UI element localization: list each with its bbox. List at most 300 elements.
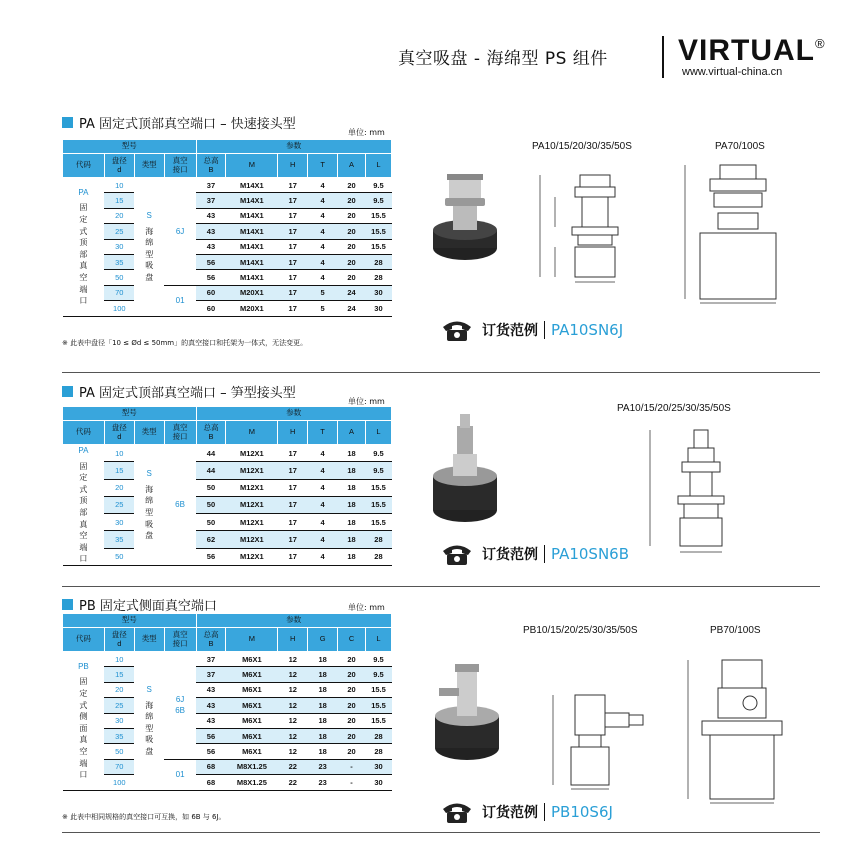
value-cell: 18 <box>338 479 366 496</box>
value-cell: 15.5 <box>366 698 392 713</box>
column-header: H <box>278 421 308 445</box>
section-title-2: PA 固定式顶部真空端口 – 笋型接头型 <box>62 382 296 401</box>
value-cell: 18 <box>308 682 338 697</box>
value-cell: 43 <box>196 682 226 697</box>
order-value: PB10S6J <box>551 803 613 821</box>
value-cell: M6X1 <box>226 744 278 759</box>
order-label: 订货范例 <box>482 805 538 821</box>
column-header: 总高 B <box>196 628 226 652</box>
value-cell: 4 <box>308 193 338 208</box>
value-cell: 43 <box>196 698 226 713</box>
value-cell: 20 <box>338 728 366 743</box>
column-header: G <box>308 628 338 652</box>
value-cell: 17 <box>278 445 308 462</box>
value-cell: 20 <box>338 682 366 697</box>
value-cell: 37 <box>196 667 226 682</box>
column-header: 盘径 d <box>104 628 134 652</box>
drawing-pa-quick-large <box>680 155 800 305</box>
table-row <box>63 759 392 774</box>
table-row <box>63 728 392 743</box>
column-header: T <box>308 421 338 445</box>
port-cell: 6J 6B <box>164 652 196 760</box>
drawing-title: PA10/15/20/30/35/50S <box>532 141 632 152</box>
section-marker <box>62 599 73 610</box>
value-cell: 44 <box>196 462 226 479</box>
table-note-3: ※ 此表中相同规格的真空接口可互换，如 6B 与 6J。 <box>62 813 226 821</box>
value-cell: 18 <box>338 531 366 548</box>
value-cell: 18 <box>308 728 338 743</box>
value-cell: 30 <box>365 285 391 300</box>
value-cell: 56 <box>196 254 226 269</box>
section-title-3: PB 固定式侧面真空端口 <box>62 595 217 614</box>
table-column-header <box>63 154 392 178</box>
drawing-pb-small <box>545 685 675 795</box>
port-cell: 01 <box>164 759 196 790</box>
value-cell: M14X1 <box>226 178 278 193</box>
diameter-cell: 10 <box>104 445 134 462</box>
value-cell: 37 <box>196 178 226 193</box>
value-cell: 12 <box>278 682 308 697</box>
drawing-pa-barb <box>640 420 760 560</box>
table-row <box>63 744 392 759</box>
column-header: 代码 <box>63 154 105 178</box>
column-header: M <box>226 421 278 445</box>
code-cell: PA 固 定 式 顶 部 真 空 端 口 <box>63 445 105 566</box>
table-row <box>63 301 392 316</box>
value-cell: 43 <box>196 208 226 223</box>
diameter-cell: 50 <box>104 744 134 759</box>
value-cell: 4 <box>308 270 338 285</box>
drawing-title: PA10/15/20/25/30/35/50S <box>617 403 731 414</box>
column-header: 总高 B <box>196 421 226 445</box>
value-cell: M6X1 <box>226 713 278 728</box>
value-cell: 43 <box>196 713 226 728</box>
table-row <box>63 652 392 667</box>
value-cell: M6X1 <box>226 698 278 713</box>
value-cell: 24 <box>338 301 366 316</box>
diameter-cell: 10 <box>104 652 134 667</box>
table-column-header <box>63 628 392 652</box>
value-cell: 18 <box>308 744 338 759</box>
diameter-cell: 20 <box>104 682 134 697</box>
value-cell: 17 <box>278 496 308 513</box>
value-cell: M14X1 <box>226 208 278 223</box>
value-cell: 17 <box>278 462 308 479</box>
page-title: 真空吸盘 - 海绵型 PS 组件 <box>398 49 608 69</box>
value-cell: 20 <box>338 178 366 193</box>
order-example-1 <box>440 318 623 342</box>
value-cell: 50 <box>196 496 226 513</box>
value-cell: 28 <box>365 270 391 285</box>
drawing-pa-quick-small <box>520 155 650 290</box>
value-cell: 28 <box>365 254 391 269</box>
value-cell: 17 <box>278 531 308 548</box>
drawing-title: PB70/100S <box>710 625 761 636</box>
value-cell: 9.5 <box>365 178 391 193</box>
group-header-params: 参数 <box>196 614 391 628</box>
divider-3 <box>62 832 820 833</box>
column-header: L <box>365 154 391 178</box>
diameter-cell: 10 <box>104 178 134 193</box>
table-row <box>63 531 392 548</box>
value-cell: 56 <box>196 270 226 285</box>
value-cell: 15.5 <box>366 713 392 728</box>
value-cell: 15.5 <box>365 224 391 239</box>
value-cell: 4 <box>308 208 338 223</box>
value-cell: 20 <box>338 224 366 239</box>
value-cell: 17 <box>278 514 308 531</box>
value-cell: M12X1 <box>226 445 278 462</box>
diameter-cell: 15 <box>104 462 134 479</box>
table-group-header <box>63 407 392 421</box>
drawing-title: PB10/15/20/25/30/35/50S <box>523 625 638 636</box>
diameter-cell: 30 <box>104 514 134 531</box>
phone-icon <box>440 800 474 824</box>
value-cell: M14X1 <box>226 224 278 239</box>
value-cell: 4 <box>308 178 338 193</box>
diameter-cell: 100 <box>104 301 134 316</box>
table-row <box>63 239 392 254</box>
value-cell: 9.5 <box>366 652 392 667</box>
drawing-pb-large <box>680 645 810 810</box>
table-row <box>63 193 392 208</box>
port-cell: 01 <box>164 285 196 316</box>
value-cell: M6X1 <box>226 652 278 667</box>
value-cell: 20 <box>338 652 366 667</box>
value-cell: 30 <box>366 759 392 774</box>
value-cell: 15.5 <box>365 208 391 223</box>
phone-icon <box>440 318 474 342</box>
value-cell: M14X1 <box>226 254 278 269</box>
value-cell: M12X1 <box>226 548 278 565</box>
order-label: 订货范例 <box>482 547 538 563</box>
column-header: 代码 <box>63 421 105 445</box>
value-cell: 37 <box>196 652 226 667</box>
value-cell: 4 <box>308 445 338 462</box>
value-cell: 24 <box>338 285 366 300</box>
value-cell: M14X1 <box>226 193 278 208</box>
column-header: 盘径 d <box>104 421 134 445</box>
column-header: C <box>338 628 366 652</box>
column-header: L <box>366 628 392 652</box>
table-row <box>63 462 392 479</box>
table-row <box>63 713 392 728</box>
product-photo-pa-barb <box>425 412 505 527</box>
value-cell: 50 <box>196 479 226 496</box>
column-header: 类型 <box>134 421 164 445</box>
value-cell: 17 <box>278 270 308 285</box>
code-cell: PA 固 定 式 顶 部 真 空 端 口 <box>63 178 105 317</box>
table-row <box>63 479 392 496</box>
product-photo-pa-quick <box>425 170 505 265</box>
value-cell: 20 <box>338 193 366 208</box>
value-cell: 56 <box>196 744 226 759</box>
table-group-header <box>63 614 392 628</box>
value-cell: 68 <box>196 759 226 774</box>
table-group-header <box>63 140 392 154</box>
value-cell: 20 <box>338 239 366 254</box>
table-row <box>63 667 392 682</box>
value-cell: 15.5 <box>365 239 391 254</box>
column-header: 总高 B <box>196 154 226 178</box>
value-cell: 43 <box>196 224 226 239</box>
value-cell: M6X1 <box>226 682 278 697</box>
column-header: 真空 接口 <box>164 421 196 445</box>
order-value: PA10SN6J <box>551 321 624 339</box>
type-cell: S 海 绵 型 吸 盘 <box>134 652 164 791</box>
value-cell: 15.5 <box>365 514 391 531</box>
value-cell: 17 <box>278 285 308 300</box>
value-cell: M8X1.25 <box>226 759 278 774</box>
value-cell: 17 <box>278 479 308 496</box>
value-cell: 9.5 <box>365 193 391 208</box>
value-cell: 18 <box>338 496 366 513</box>
value-cell: 4 <box>308 548 338 565</box>
value-cell: 62 <box>196 531 226 548</box>
table-row <box>63 270 392 285</box>
value-cell: 4 <box>308 224 338 239</box>
value-cell: 4 <box>308 462 338 479</box>
unit-label-2: 单位: mm <box>348 397 385 406</box>
value-cell: 23 <box>308 775 338 790</box>
value-cell: 9.5 <box>366 667 392 682</box>
value-cell: 4 <box>308 479 338 496</box>
section-marker <box>62 386 73 397</box>
value-cell: M20X1 <box>226 301 278 316</box>
value-cell: 68 <box>196 775 226 790</box>
diameter-cell: 30 <box>104 239 134 254</box>
order-divider <box>544 545 545 563</box>
order-example-2 <box>440 542 629 566</box>
value-cell: 18 <box>338 445 366 462</box>
value-cell: 56 <box>196 728 226 743</box>
product-photo-pb <box>425 640 505 765</box>
port-cell: 6B <box>164 445 196 566</box>
table-note-1: ※ 此表中盘径「10 ≤ Ød ≤ 50mm」的真空接口和托架为一体式，无法变更。 <box>62 339 308 347</box>
column-header: 代码 <box>63 628 105 652</box>
value-cell: 28 <box>365 548 391 565</box>
diameter-cell: 100 <box>104 775 134 790</box>
value-cell: 17 <box>278 301 308 316</box>
table-row <box>63 445 392 462</box>
diameter-cell: 25 <box>104 698 134 713</box>
value-cell: 44 <box>196 445 226 462</box>
value-cell: 30 <box>365 301 391 316</box>
value-cell: 23 <box>308 759 338 774</box>
value-cell: 12 <box>278 667 308 682</box>
spec-table-3 <box>62 613 392 791</box>
value-cell: 20 <box>338 667 366 682</box>
order-divider <box>544 321 545 339</box>
table-row <box>63 514 392 531</box>
value-cell: 50 <box>196 514 226 531</box>
value-cell: - <box>338 759 366 774</box>
column-header: 盘径 d <box>104 154 134 178</box>
column-header: M <box>226 628 278 652</box>
spec-table-1 <box>62 139 392 317</box>
diameter-cell: 70 <box>104 285 134 300</box>
value-cell: 17 <box>278 193 308 208</box>
value-cell: 17 <box>278 239 308 254</box>
group-header-model: 型号 <box>63 140 197 154</box>
value-cell: 5 <box>308 285 338 300</box>
table-row <box>63 224 392 239</box>
order-divider <box>544 803 545 821</box>
unit-label-3: 单位: mm <box>348 603 385 612</box>
divider-1 <box>62 372 820 373</box>
column-header: A <box>338 421 366 445</box>
column-header: 真空 接口 <box>164 154 196 178</box>
group-header-params: 参数 <box>196 140 391 154</box>
phone-icon <box>440 542 474 566</box>
column-header: M <box>226 154 278 178</box>
diameter-cell: 15 <box>104 193 134 208</box>
table-row <box>63 285 392 300</box>
value-cell: M20X1 <box>226 285 278 300</box>
brand-logo: VIRTUAL® <box>678 34 826 67</box>
order-example-3 <box>440 800 613 824</box>
diameter-cell: 15 <box>104 667 134 682</box>
value-cell: 18 <box>338 462 366 479</box>
diameter-cell: 50 <box>104 548 134 565</box>
value-cell: 28 <box>366 728 392 743</box>
value-cell: 4 <box>308 514 338 531</box>
value-cell: 20 <box>338 698 366 713</box>
group-header-params: 参数 <box>196 407 391 421</box>
value-cell: 20 <box>338 254 366 269</box>
value-cell: M6X1 <box>226 728 278 743</box>
value-cell: 20 <box>338 208 366 223</box>
diameter-cell: 50 <box>104 270 134 285</box>
value-cell: 22 <box>278 775 308 790</box>
value-cell: M6X1 <box>226 667 278 682</box>
diameter-cell: 20 <box>104 208 134 223</box>
value-cell: 60 <box>196 301 226 316</box>
value-cell: 20 <box>338 744 366 759</box>
value-cell: M12X1 <box>226 496 278 513</box>
value-cell: M12X1 <box>226 531 278 548</box>
table-row <box>63 208 392 223</box>
value-cell: M12X1 <box>226 479 278 496</box>
value-cell: 17 <box>278 178 308 193</box>
drawing-title: PA70/100S <box>715 141 765 152</box>
table-row <box>63 496 392 513</box>
value-cell: 18 <box>308 667 338 682</box>
value-cell: 56 <box>196 548 226 565</box>
table-row <box>63 548 392 565</box>
value-cell: 12 <box>278 698 308 713</box>
column-header: H <box>278 628 308 652</box>
value-cell: 4 <box>308 254 338 269</box>
value-cell: 12 <box>278 713 308 728</box>
value-cell: 20 <box>338 713 366 728</box>
value-cell: 17 <box>278 548 308 565</box>
order-value: PA10SN6B <box>551 545 630 563</box>
column-header: A <box>338 154 366 178</box>
unit-label-1: 单位: mm <box>348 128 385 137</box>
type-cell: S 海 绵 型 吸 盘 <box>134 445 164 566</box>
value-cell: 4 <box>308 239 338 254</box>
value-cell: M8X1.25 <box>226 775 278 790</box>
value-cell: 12 <box>278 728 308 743</box>
diameter-cell: 70 <box>104 759 134 774</box>
value-cell: 28 <box>365 531 391 548</box>
value-cell: 4 <box>308 531 338 548</box>
value-cell: 15.5 <box>365 479 391 496</box>
value-cell: M12X1 <box>226 514 278 531</box>
diameter-cell: 30 <box>104 713 134 728</box>
value-cell: 18 <box>338 514 366 531</box>
column-header: H <box>278 154 308 178</box>
value-cell: 18 <box>308 698 338 713</box>
diameter-cell: 20 <box>104 479 134 496</box>
value-cell: 15.5 <box>365 496 391 513</box>
value-cell: 12 <box>278 652 308 667</box>
order-label: 订货范例 <box>482 323 538 339</box>
value-cell: 28 <box>366 744 392 759</box>
value-cell: 18 <box>308 652 338 667</box>
value-cell: 60 <box>196 285 226 300</box>
table-column-header <box>63 421 392 445</box>
table-row <box>63 682 392 697</box>
spec-table-2 <box>62 406 392 566</box>
value-cell: - <box>338 775 366 790</box>
value-cell: 18 <box>338 548 366 565</box>
code-cell: PB 固 定 式 侧 面 真 空 端 口 <box>63 652 105 791</box>
section-marker <box>62 117 73 128</box>
table-row <box>63 254 392 269</box>
value-cell: 30 <box>366 775 392 790</box>
port-cell: 6J <box>164 178 196 286</box>
section-title-1: PA 固定式顶部真空端口 – 快速接头型 <box>62 113 296 132</box>
table-row <box>63 775 392 790</box>
value-cell: 22 <box>278 759 308 774</box>
column-header: T <box>308 154 338 178</box>
column-header: L <box>365 421 391 445</box>
column-header: 类型 <box>134 154 164 178</box>
value-cell: 37 <box>196 193 226 208</box>
value-cell: 17 <box>278 224 308 239</box>
header-divider <box>662 36 664 78</box>
value-cell: 15.5 <box>366 682 392 697</box>
table-row <box>63 698 392 713</box>
diameter-cell: 35 <box>104 531 134 548</box>
value-cell: 12 <box>278 744 308 759</box>
value-cell: M14X1 <box>226 270 278 285</box>
value-cell: M12X1 <box>226 462 278 479</box>
diameter-cell: 25 <box>104 496 134 513</box>
group-header-model: 型号 <box>63 614 197 628</box>
value-cell: 9.5 <box>365 462 391 479</box>
type-cell: S 海 绵 型 吸 盘 <box>134 178 164 317</box>
value-cell: 9.5 <box>365 445 391 462</box>
value-cell: 17 <box>278 254 308 269</box>
website-url: www.virtual-china.cn <box>682 66 783 78</box>
group-header-model: 型号 <box>63 407 197 421</box>
value-cell: 18 <box>308 713 338 728</box>
diameter-cell: 25 <box>104 224 134 239</box>
diameter-cell: 35 <box>104 728 134 743</box>
value-cell: M14X1 <box>226 239 278 254</box>
diameter-cell: 35 <box>104 254 134 269</box>
value-cell: 4 <box>308 496 338 513</box>
table-row <box>63 178 392 193</box>
divider-2 <box>62 586 820 587</box>
column-header: 类型 <box>134 628 164 652</box>
value-cell: 20 <box>338 270 366 285</box>
value-cell: 5 <box>308 301 338 316</box>
value-cell: 17 <box>278 208 308 223</box>
